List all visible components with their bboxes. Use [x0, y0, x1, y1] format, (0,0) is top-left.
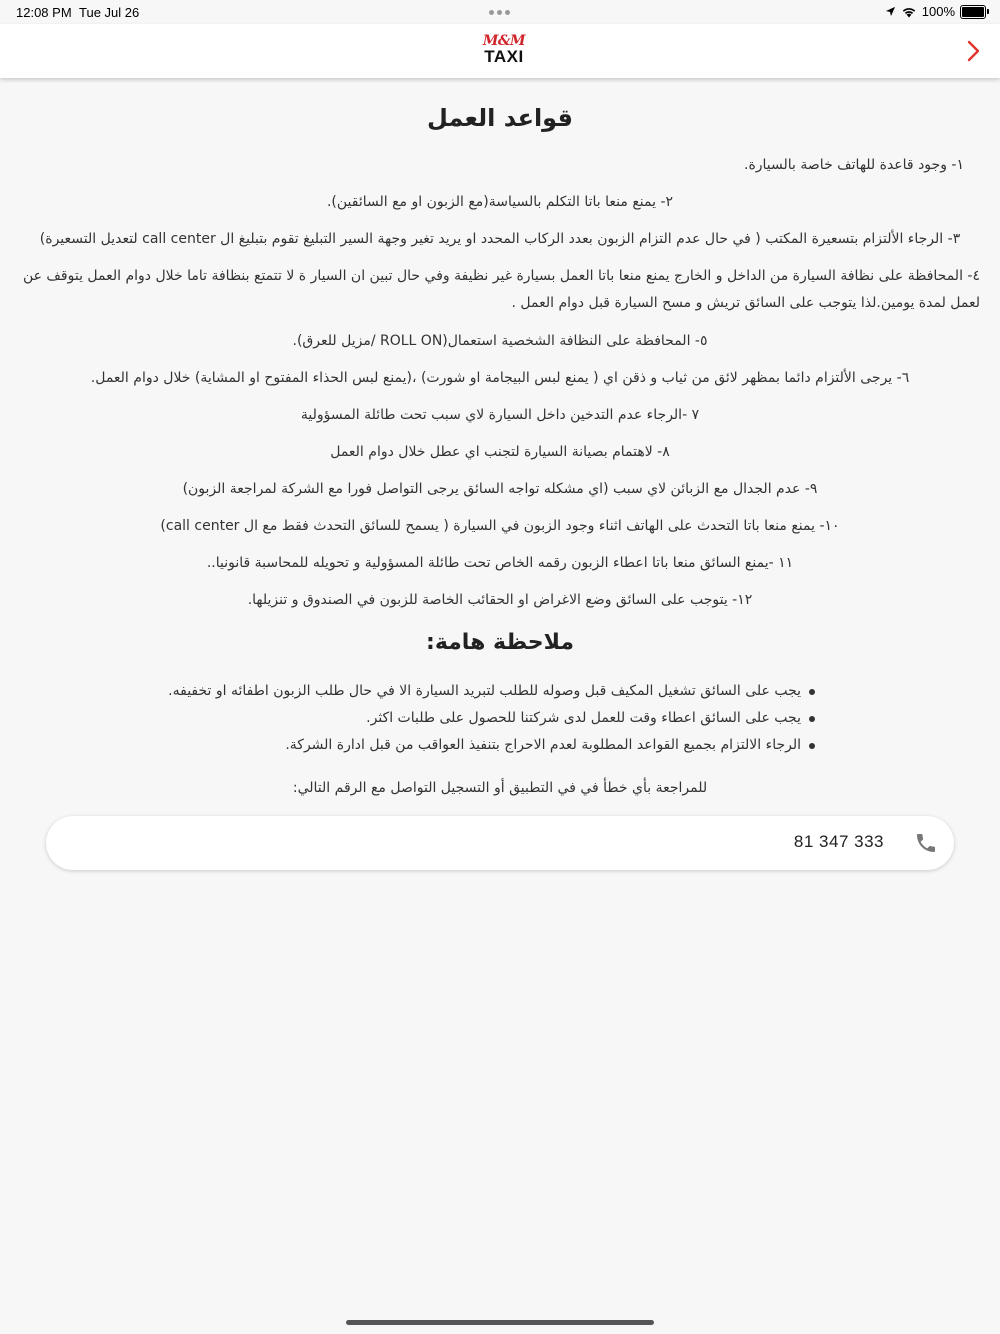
- notes-title: ملاحظة هامة:: [426, 630, 574, 655]
- navigation-bar: [0, 24, 1000, 78]
- rule-item: ٤- المحافظة على نظافة السيارة من الداخل و الخارج يمنع منعا باتا العمل بسيارة غير نظيفة وفي حال تبين ان السيار ة لا تتمتع بنظافة تاما خلال دوام العمل يتوقف عن لعمل لمدة يومين.لذا يتوجب على السائق تريش و مسح السيارة قبل دوام العمل .: [22, 268, 980, 311]
- rule-item: ٨- لاهتمام بصيانة السيارة لتجنب اي عطل خلال دوام العمل: [330, 444, 670, 460]
- logo-taxi-text: TAXI: [484, 47, 524, 66]
- chevron-right-icon: [966, 40, 982, 62]
- phone-number: 81 347 333: [793, 832, 884, 851]
- rule-item: ٥- المحافظة على النظافة الشخصية استعمال(ROLL ON /مزيل للعرق).: [292, 333, 708, 349]
- battery-percentage: 100%: [921, 4, 955, 19]
- rule-item: ٦- يرجى الألتزام دائما بمظهر لائق من ثياب و ذقن اي ( يمنع لبس البيجامة او شورت) ،(يمنع لبس الحذاء المفتوح او المشاية) خلال دوام العمل.: [90, 370, 910, 386]
- status-bar: [0, 0, 1000, 24]
- status-indicators: [885, 4, 986, 19]
- phone-icon: [914, 831, 938, 855]
- rule-item: ٣- الرجاء الألتزام بتسعيرة المكتب ( في حال عدم التزام الزبون بعدد الركاب المحدد او يريد تغير وجهة السير التبليغ تقوم بتبليغ ال call center لتعديل التسعيرة): [39, 231, 961, 247]
- note-item: يجب على السائق اعطاء وقت للعمل لدى شركتنا للحصول على طلبات اكثر.: [168, 705, 815, 732]
- wifi-icon: [901, 6, 917, 18]
- phone-contact-button[interactable]: [46, 816, 954, 870]
- rule-item: ١- وجود قاعدة للهاتف خاصة بالسيارة.: [744, 157, 964, 173]
- note-item: يجب على السائق تشغيل المكيف قبل وصوله للطلب لتبريد السيارة الا في حال طلب الزبون اطفائه او تخفيفه.: [168, 678, 815, 705]
- notes-list: [168, 678, 815, 759]
- battery-icon: [960, 5, 986, 19]
- status-date: Tue Jul 26: [79, 5, 140, 20]
- multitasking-dots-icon[interactable]: [489, 10, 510, 15]
- logo-mm-text: M&M: [482, 33, 526, 49]
- location-arrow-icon: [885, 6, 896, 17]
- status-time: 12:08 PM: [16, 5, 72, 20]
- rule-item: ٧ -الرجاء عدم التدخين داخل السيارة لاي سبب تحت طائلة المسؤولية: [300, 407, 700, 423]
- rule-item: ٩- عدم الجدال مع الزبائن لاي سبب (اي مشكله تواجه السائق يرجى التواصل فورا مع الشركة لمراجعة الزبون): [182, 481, 818, 497]
- rule-item: ٢- يمنع منعا باتا التكلم بالسياسة(مع الزبون او مع السائقين).: [326, 194, 674, 210]
- rule-item: ١١ -يمنع السائق منعا باتا اعطاء الزبون رقمه الخاص تحت طائلة المسؤولية و تحويله للمحاسبة قانونيا..: [206, 555, 794, 571]
- note-item: الرجاء الالتزام بجميع القواعد المطلوبة لعدم الاحراج بتنفيذ العواقب من قبل ادارة الشركة.: [168, 732, 815, 759]
- home-indicator[interactable]: [346, 1320, 654, 1325]
- rule-item: ١٢- يتوجب على السائق وضع الاغراض او الحقائب الخاصة للزبون في الصندوق و تنزيلها.: [247, 592, 753, 608]
- app-logo: [476, 34, 532, 68]
- rule-item: ١٠- يمنع منعا باتا التحدث على الهاتف اثناء وجود الزبون في السيارة ( يسمح للسائق التحدث فقط مع ال call center): [160, 518, 840, 534]
- contact-instructions: للمراجعة بأي خطأ في في التطبيق أو التسجيل التواصل مع الرقم التالي:: [292, 780, 708, 796]
- forward-button[interactable]: [960, 36, 988, 66]
- page-title: قواعد العمل: [427, 104, 573, 132]
